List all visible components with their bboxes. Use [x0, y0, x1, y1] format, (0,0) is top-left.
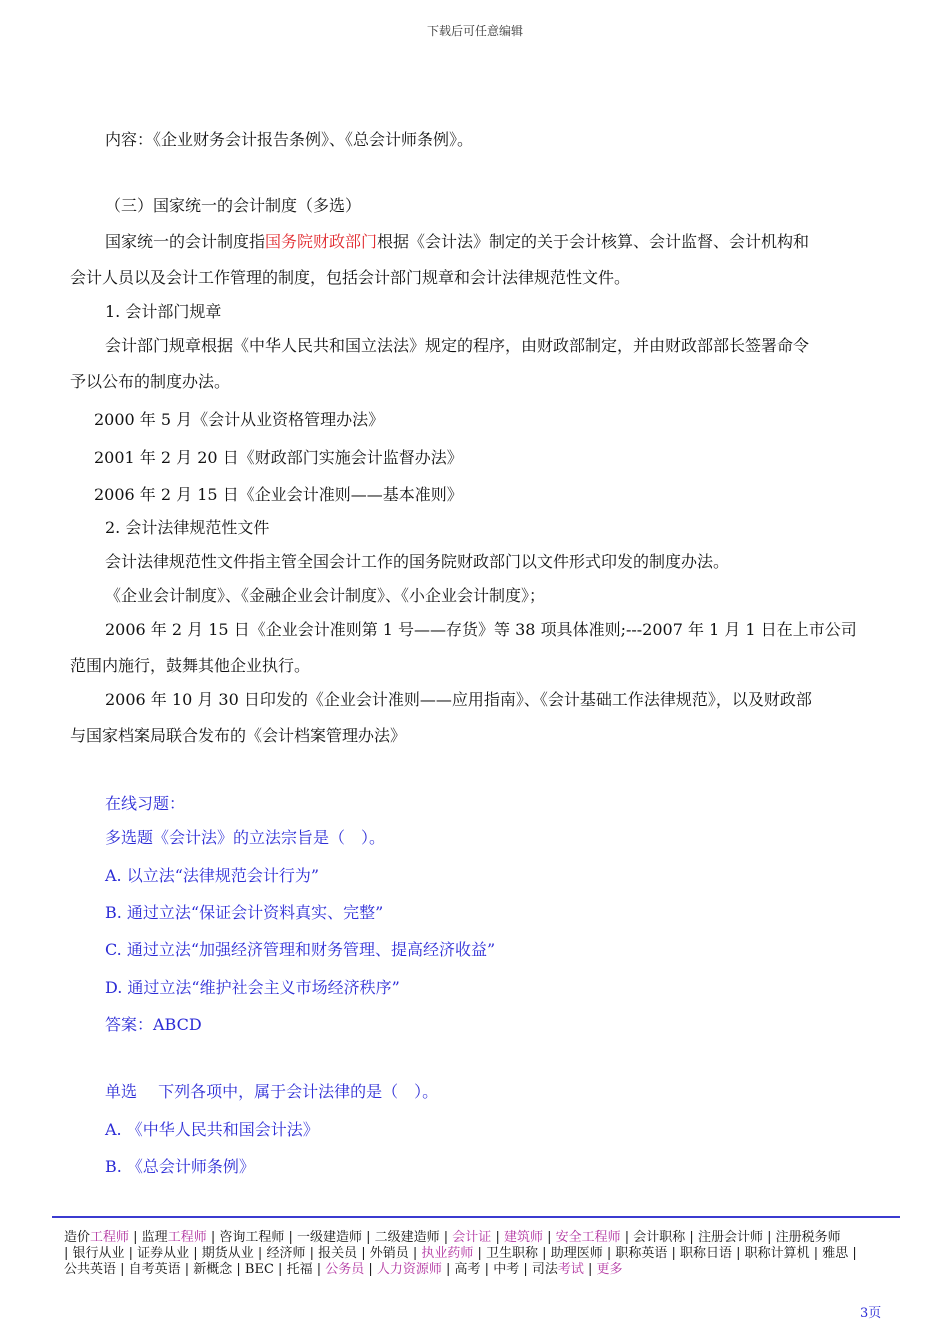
text-segment: 根据《会计法》制定的关于会计核算、会计监督、会计机构和 — [377, 232, 810, 251]
paragraph-line: 与国家档案局联合发布的《会计档案管理办法》 — [70, 726, 407, 745]
highlighted-term: 国务院财政部门 — [265, 232, 378, 251]
footer-divider — [52, 1216, 900, 1218]
footer-text: | 咨询工程师 | 一级建造师 | 二级建造师 | — [206, 1230, 453, 1245]
footer-text: | — [583, 1262, 597, 1277]
list-item: 2000 年 5 月《会计从业资格管理办法》 — [94, 410, 385, 429]
question-1-option-d: D. 通过立法“维护社会主义市场经济秩序” — [105, 978, 400, 997]
footer-link[interactable]: 建筑师 — [503, 1230, 543, 1245]
subheading: 2. 会计法律规范性文件 — [105, 518, 270, 537]
footer-links-row-3 — [64, 1262, 900, 1278]
footer-text: | 卫生职称 | 助理医师 | 职称英语 | 职称日语 | 职称计算机 | 雅思 | — [473, 1246, 857, 1261]
paragraph-line: 2006 年 2 月 15 日《企业会计准则第 1 号——存货》等 38 项具体准则;---2007 年 1 月 1 日在上市公司 — [105, 620, 857, 639]
page-number: 3页 — [860, 1306, 882, 1321]
paragraph-line: 会计法律规范性文件指主管全国会计工作的国务院财政部门以文件形式印发的制度办法。 — [105, 552, 730, 571]
footer-text: | — [491, 1230, 504, 1245]
footer-link[interactable]: 工程师 — [90, 1230, 130, 1245]
paragraph-definition — [105, 232, 809, 252]
question-2-option-b: B. 《总会计师条例》 — [105, 1157, 255, 1176]
footer-link[interactable]: 更多 — [596, 1262, 623, 1277]
question-1-option-c: C. 通过立法“加强经济管理和财务管理、提高经济收益” — [105, 940, 496, 959]
paragraph-line: 2006 年 10 月 30 日印发的《企业会计准则——应用指南》、《会计基础工作法律规范》，以及财政部 — [105, 690, 812, 709]
question-2-option-a: A. 《中华人民共和国会计法》 — [105, 1120, 319, 1139]
footer-text: | 银行从业 | 证券从业 | 期货从业 | 经济师 | 报关员 | 外销员 | — [64, 1246, 422, 1261]
question-1-answer: 答案：ABCD — [105, 1015, 202, 1034]
footer-links-row-2 — [64, 1246, 900, 1262]
section-heading: （三）国家统一的会计制度（多选） — [105, 196, 362, 215]
paragraph-line: 会计人员以及会计工作管理的制度，包括会计部门规章和会计法律规范性文件。 — [70, 268, 631, 287]
footer-link[interactable]: 考试 — [557, 1262, 584, 1277]
text-segment: 国家统一的会计制度指 — [105, 232, 266, 251]
paragraph-line: 会计部门规章根据《中华人民共和国立法法》规定的程序，由财政部制定，并由财政部部长签署命令 — [105, 336, 810, 355]
question-2: 单选 下列各项中，属于会计法律的是（ ）。 — [105, 1082, 439, 1101]
subheading: 1. 会计部门规章 — [105, 302, 222, 321]
question-1: 多选题《会计法》的立法宗旨是（ ）。 — [105, 828, 386, 847]
footer-link[interactable]: 执业药师 — [421, 1246, 474, 1261]
list-item: 2001 年 2 月 20 日《财政部门实施会计监督办法》 — [94, 448, 463, 467]
footer-text: 造价 — [64, 1230, 91, 1245]
footer-link[interactable]: 人力资源师 — [376, 1262, 442, 1277]
footer-text: | 会计职称 | 注册会计师 | 注册税务师 — [620, 1230, 841, 1245]
list-item: 2006 年 2 月 15 日《企业会计准则——基本准则》 — [94, 485, 463, 504]
footer-text: | 高考 | 中考 | 司法 — [441, 1262, 558, 1277]
question-1-option-b: B. 通过立法“保证会计资料真实、完整” — [105, 903, 384, 922]
footer-link[interactable]: 安全工程师 — [555, 1230, 621, 1245]
footer-link[interactable]: 工程师 — [167, 1230, 207, 1245]
paragraph-line: 范围内施行，鼓舞其他企业执行。 — [70, 656, 311, 675]
footer-text: | — [364, 1262, 377, 1277]
page-header: 下载后可任意编辑 — [426, 24, 523, 38]
footer-link[interactable]: 公务员 — [325, 1262, 365, 1277]
paragraph-content: 内容：《企业财务会计报告条例》、《总会计师条例》。 — [105, 130, 474, 149]
paragraph-line: 《企业会计制度》、《金融企业会计制度》、《小企业会计制度》； — [105, 586, 546, 605]
footer-link[interactable]: 会计证 — [452, 1230, 492, 1245]
exercise-heading: 在线习题： — [105, 794, 186, 813]
footer-text: | — [542, 1230, 556, 1245]
footer-text: 公共英语 | 自考英语 | 新概念 | BEC | 托福 | — [64, 1262, 326, 1277]
question-1-option-a: A. 以立法“法律规范会计行为” — [105, 866, 320, 885]
footer-text: | 监理 — [129, 1230, 168, 1245]
footer-links-row-1 — [64, 1230, 900, 1246]
paragraph-line: 予以公布的制度办法。 — [70, 372, 231, 391]
